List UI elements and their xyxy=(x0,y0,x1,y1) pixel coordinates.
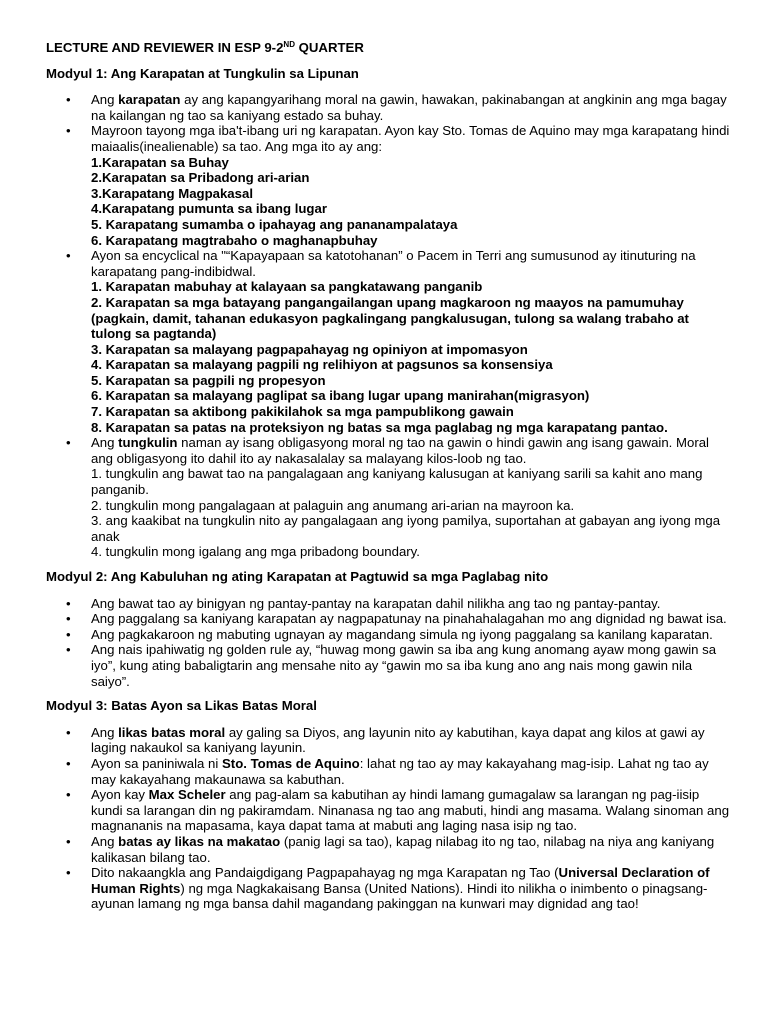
bullet-item xyxy=(46,787,732,834)
text-run: Ang xyxy=(91,435,119,451)
text-run: Ayon kay xyxy=(91,787,149,803)
bold-term: tungkulin xyxy=(118,435,178,451)
sub-item: 6. Karapatang magtrabaho o maghanapbuhay xyxy=(91,232,378,248)
sub-item: 3. ang kaakibat na tungkulin nito ay pangalagaan ang iyong pamilya, suportahan at gabayan ang iyong mga anak xyxy=(91,513,721,544)
module-section xyxy=(46,698,732,912)
bold-term: karapatan xyxy=(118,92,181,108)
text-run: Mayroon tayong mga iba't-ibang uri ng karapatan. Ayon kay Sto. Tomas de Aquino may mga karapatang hindi maiaalis(inealienable) sa tao. Ang mga ito ay ang: xyxy=(91,123,730,154)
text-run: Ang pagkakaroon ng mabuting ugnayan ay magandang simula ng iyong paggalang sa kanilang kaparatan. xyxy=(91,626,713,642)
sub-item: 3. Karapatan sa malayang pagpapahayag ng opiniyon at impomasyon xyxy=(91,341,528,357)
bold-term: likas batas moral xyxy=(118,724,226,740)
text-run: Ang nais ipahiwatig ng golden rule ay, “huwag mong gawin sa iba ang kung anomang ayaw mong gawin sa iyo”, kung ating babaligtarin ang mensahe nito ay “gawin mo sa iba kung ano ang nais mong gawin nila saiyo”. xyxy=(91,642,717,689)
text-run: Ayon sa encyclical na "“Kapayapaan sa katotohanan” o Pacem in Terri ang sumusunod ay itinuturing na karapatang pang-indibidwal. xyxy=(91,248,696,279)
sub-item: 3.Karapatang Magpakasal xyxy=(91,185,253,201)
text-run: Ang xyxy=(91,833,119,849)
bullet-item xyxy=(46,123,732,248)
text-run: ay ang kapangyarihang moral na gawin, hawakan, pakinabangan at angkinin ang mga bagay na kailangan ng tao sa kaniyang estado sa buhay. xyxy=(91,92,727,123)
bold-term: Max Scheler xyxy=(148,787,226,803)
bold-term: Universal Declaration of Human Rights xyxy=(91,865,710,896)
sub-item: 1. tungkulin ang bawat tao na pangalagaan ang kaniyang kalusugan at kaniyang sarili sa kahit ano mang panganib. xyxy=(91,466,703,498)
sub-item: 2. Karapatan sa mga batayang pangangailangan upang magkaroon ng maayos na pamumuhay (pagkain, damit, tahanan edukasyon pagkalingang pangkalusugan, tulong sa walang trabaho at tulong sa pagtanda) xyxy=(91,294,689,342)
text-run: ang pag-alam sa kabutihan ay hindi lamang gumagalaw sa larangan ng pag-iisip kundi sa larangan din ng pakiramdam. Ninanasa ng tao ang mabuti, hindi ang masama. Walang sinoman ang magnananis na mapasama, kaya dapat tama at mabuti ang laging nasa isip ng tao. xyxy=(91,787,730,834)
text-run: Ang bawat tao ay binigyan ng pantay-pantay na karapatan dahil nilikha ang tao ng pantay-pantay. xyxy=(91,595,661,611)
bullet-item xyxy=(46,725,732,756)
text-run: : lahat ng tao ay may kakayahang mag-isip. Lahat ng tao ay may kakayahang makaunawa sa kabuthan. xyxy=(91,755,709,787)
sub-item: 7. Karapatan sa aktibong pakikilahok sa mga pampublikong gawain xyxy=(91,404,514,420)
bullet-item xyxy=(46,642,732,689)
module-section xyxy=(46,66,732,560)
bullet-item xyxy=(46,834,732,865)
sub-item: 4. tungkulin mong igalang ang mga pribadong boundary. xyxy=(91,544,420,560)
title-suffix: QUARTER xyxy=(294,40,364,55)
bullet-item xyxy=(46,435,732,560)
sub-item: 5. Karapatan sa pagpili ng propesyon xyxy=(91,372,326,388)
title-prefix: LECTURE AND REVIEWER IN ESP 9-2 xyxy=(46,40,284,55)
sub-item: 1. Karapatan mabuhay at kalayaan sa pangkatawang panganib xyxy=(91,279,483,295)
bullet-item xyxy=(46,248,732,435)
text-run: (panig lagi sa tao), kapag nilabag ito ng tao, nilabag na niya ang kaniyang kalikasan bilang tao. xyxy=(91,833,715,865)
text-run: Ang xyxy=(91,92,119,108)
sub-item: 8. Karapatan sa patas na proteksiyon ng batas sa mga paglabag ng mga karapatang pantao. xyxy=(91,419,668,435)
module-title: Modyul 1: Ang Karapatan at Tungkulin sa Lipunan xyxy=(46,65,359,81)
module-title: Modyul 3: Batas Ayon sa Likas Batas Moral xyxy=(46,698,317,714)
title-superscript: ND xyxy=(283,40,295,49)
sub-item: 2.Karapatan sa Pribadong ari-arian xyxy=(91,170,310,186)
sub-item: 2. tungkulin mong pangalagaan at palaguin ang anumang ari-arian na mayroon ka. xyxy=(91,497,575,513)
bullet-item xyxy=(46,627,732,643)
bullet-list xyxy=(46,92,732,560)
bold-term: Sto. Tomas de Aquino xyxy=(222,755,360,771)
text-run: ay galing sa Diyos, ang layunin nito ay kabutihan, kaya dapat ang kilos at gawi ay laging nakaukol sa kaniyang layunin. xyxy=(91,724,705,756)
bullet-item xyxy=(46,596,732,612)
text-run: Ang paggalang sa kaniyang karapatan ay nagpapatunay na pinahahalagahan mo ang dignidad ng bawat isa. xyxy=(91,611,727,627)
document-title xyxy=(46,40,732,56)
text-run: naman ay isang obligasyong moral ng tao na gawin o hindi gawin ang isang gawain. Moral ang obligasyong ito dahil ito ay nakasalalay sa malayang kilos-loob ng tao. xyxy=(91,435,709,466)
bold-term: batas ay likas na makatao xyxy=(118,833,281,849)
bullet-list xyxy=(46,596,732,690)
text-run: ) ng mga Nagkakaisang Bansa (United Nations). Hindi ito nilikha o inimbento o pinagsang-ayunan lamang ng mga bansa dahil magandang pakinggan na kunwari may dignidad ang tao! xyxy=(91,880,708,912)
sub-item: 4. Karapatan sa malayang pagpili ng relihiyon at pagsunos sa konsensiya xyxy=(91,357,553,373)
bullet-item xyxy=(46,92,732,123)
module-section xyxy=(46,569,732,689)
sub-item: 6. Karapatan sa malayang paglipat sa ibang lugar upang manirahan(migrasyon) xyxy=(91,388,590,404)
sub-item: 4.Karapatang pumunta sa ibang lugar xyxy=(91,201,327,217)
text-run: Ang xyxy=(91,724,119,740)
module-title: Modyul 2: Ang Kabuluhan ng ating Karapatan at Pagtuwid sa mga Paglabag nito xyxy=(46,569,549,584)
bullet-item xyxy=(46,865,732,912)
text-run: Ayon sa paniniwala ni xyxy=(91,755,222,771)
bullet-list xyxy=(46,725,732,912)
bullet-item xyxy=(46,611,732,627)
text-run: Dito nakaangkla ang Pandaigdigang Pagpapahayag ng mga Karapatan ng Tao ( xyxy=(91,865,559,881)
sub-item: 1.Karapatan sa Buhay xyxy=(91,154,229,170)
bullet-item xyxy=(46,756,732,787)
modules-container xyxy=(46,66,732,912)
sub-item: 5. Karapatang sumamba o ipahayag ang pananampalataya xyxy=(91,216,458,232)
